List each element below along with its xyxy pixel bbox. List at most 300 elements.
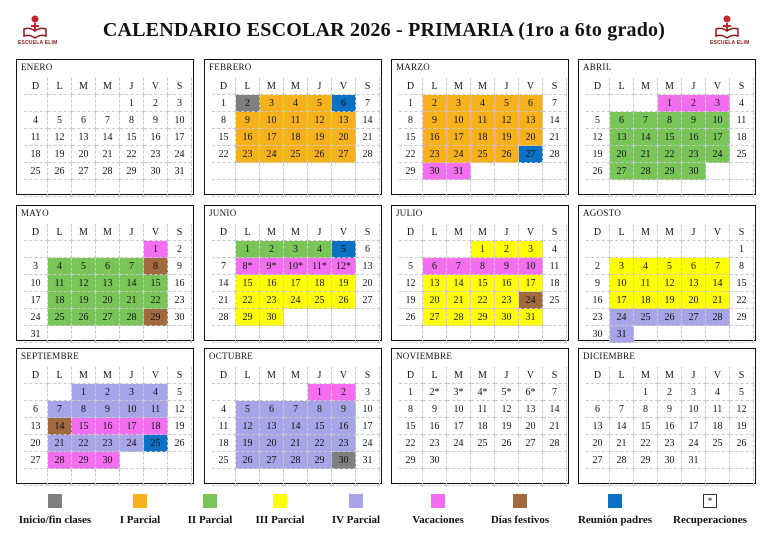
- weekday-header: M: [96, 224, 120, 241]
- day-cell: 28: [447, 309, 471, 326]
- day-cell: 23: [682, 146, 706, 163]
- day-cell: 24: [706, 146, 730, 163]
- day-cell: 16: [236, 129, 260, 146]
- weekday-header: M: [284, 224, 308, 241]
- day-cell: 17: [120, 418, 144, 435]
- empty-cell: [682, 469, 706, 486]
- empty-cell: [658, 241, 682, 258]
- weekday-header: J: [495, 78, 519, 95]
- day-cell: 11: [24, 129, 48, 146]
- day-cell: 9: [658, 401, 682, 418]
- day-cell: 24: [24, 309, 48, 326]
- day-cell: 2: [168, 241, 192, 258]
- day-cell: 17: [447, 129, 471, 146]
- day-cell: 16: [168, 275, 192, 292]
- empty-cell: [72, 326, 96, 343]
- weekday-header: L: [423, 224, 447, 241]
- day-cell: 10: [168, 112, 192, 129]
- empty-cell: [586, 469, 610, 486]
- month-febrero: [204, 59, 382, 195]
- day-cell: 2: [332, 384, 356, 401]
- day-cell: 14: [706, 275, 730, 292]
- day-cell: 28: [120, 309, 144, 326]
- weekday-header: L: [423, 78, 447, 95]
- day-cell: 27: [610, 163, 634, 180]
- weekday-header: M: [284, 367, 308, 384]
- day-cell: 11: [471, 112, 495, 129]
- day-cell: 8: [399, 401, 423, 418]
- empty-cell: [144, 469, 168, 486]
- day-cell: 11: [730, 112, 754, 129]
- weekday-header: M: [634, 78, 658, 95]
- day-cell: 30: [332, 452, 356, 469]
- day-cell: 11: [706, 401, 730, 418]
- empty-cell: [543, 309, 567, 326]
- day-cell: 29: [120, 163, 144, 180]
- weekday-header: V: [332, 224, 356, 241]
- legend-swatch: [349, 494, 363, 508]
- day-cell: 25: [24, 163, 48, 180]
- weekday-header: M: [447, 224, 471, 241]
- day-cell: 27: [423, 309, 447, 326]
- day-cell: 17: [706, 129, 730, 146]
- day-cell: 25: [634, 309, 658, 326]
- day-cell: 4: [706, 384, 730, 401]
- legend-label: Inicio/fin clases: [18, 514, 92, 526]
- day-cell: 6: [24, 401, 48, 418]
- day-cell: 10: [682, 401, 706, 418]
- day-cell: 8: [212, 112, 236, 129]
- day-cell: 26: [658, 309, 682, 326]
- day-cell: 28: [543, 146, 567, 163]
- day-cell: 7: [284, 401, 308, 418]
- day-cell: 25: [284, 146, 308, 163]
- day-cell: 20: [423, 292, 447, 309]
- empty-cell: [284, 180, 308, 197]
- empty-cell: [308, 180, 332, 197]
- empty-cell: [586, 241, 610, 258]
- day-cell: 25: [308, 292, 332, 309]
- empty-cell: [519, 469, 543, 486]
- day-cell: 12: [236, 418, 260, 435]
- day-cell: 2: [586, 258, 610, 275]
- month-diciembre: [578, 348, 756, 484]
- day-cell: 13: [423, 275, 447, 292]
- day-cell: 31: [168, 163, 192, 180]
- empty-cell: [730, 180, 754, 197]
- day-cell: 8: [144, 258, 168, 275]
- day-cell: 19: [658, 292, 682, 309]
- day-cell: 4: [24, 112, 48, 129]
- empty-cell: [308, 326, 332, 343]
- day-cell: 24: [356, 435, 380, 452]
- empty-cell: [471, 469, 495, 486]
- day-cell: 8: [730, 258, 754, 275]
- day-cell: 25: [48, 309, 72, 326]
- day-cell: 3: [519, 241, 543, 258]
- day-cell: 24: [284, 292, 308, 309]
- day-cell: 12: [308, 112, 332, 129]
- day-cell: 20: [519, 418, 543, 435]
- day-cell: 2: [423, 95, 447, 112]
- weekday-header: L: [236, 224, 260, 241]
- empty-cell: [260, 180, 284, 197]
- empty-cell: [260, 469, 284, 486]
- empty-cell: [332, 469, 356, 486]
- day-cell: 24: [120, 435, 144, 452]
- month-name: FEBRERO: [209, 62, 252, 72]
- day-cell: 3: [682, 384, 706, 401]
- empty-cell: [610, 469, 634, 486]
- day-cell: 5: [308, 95, 332, 112]
- day-cell: 22: [212, 146, 236, 163]
- day-cell: 1: [212, 95, 236, 112]
- day-cell: 24: [610, 309, 634, 326]
- day-cell: 19: [236, 435, 260, 452]
- day-cell: 10: [24, 275, 48, 292]
- empty-cell: [236, 469, 260, 486]
- empty-cell: [24, 95, 48, 112]
- weekday-header: V: [519, 78, 543, 95]
- day-cell: 2: [260, 241, 284, 258]
- empty-cell: [706, 469, 730, 486]
- day-cell: 18: [24, 146, 48, 163]
- day-cell: 16: [682, 129, 706, 146]
- weekday-header: L: [423, 367, 447, 384]
- day-cell: 8: [634, 401, 658, 418]
- day-cell: 23: [586, 309, 610, 326]
- empty-cell: [356, 326, 380, 343]
- month-name: ABRIL: [583, 62, 612, 72]
- day-cell: 28: [96, 163, 120, 180]
- month-name: SEPTIEMBRE: [21, 351, 80, 361]
- empty-cell: [399, 180, 423, 197]
- day-cell: 16: [96, 418, 120, 435]
- day-cell: 24: [260, 146, 284, 163]
- day-cell: 26: [399, 309, 423, 326]
- day-cell: 6: [586, 401, 610, 418]
- day-cell: 30: [658, 452, 682, 469]
- empty-cell: [610, 241, 634, 258]
- day-cell: 9: [495, 258, 519, 275]
- day-cell: 12: [72, 275, 96, 292]
- day-cell: 2: [658, 384, 682, 401]
- day-cell: 12: [730, 401, 754, 418]
- day-cell: 31: [519, 309, 543, 326]
- month-name: ENERO: [21, 62, 53, 72]
- day-cell: 7: [706, 258, 730, 275]
- day-cell: 10*: [284, 258, 308, 275]
- day-cell: 11: [284, 112, 308, 129]
- empty-cell: [730, 326, 754, 343]
- day-cell: 7: [447, 258, 471, 275]
- weekday-header: M: [447, 78, 471, 95]
- day-cell: 13: [24, 418, 48, 435]
- day-cell: 28: [706, 309, 730, 326]
- empty-cell: [423, 469, 447, 486]
- empty-cell: [423, 326, 447, 343]
- weekday-header: D: [399, 224, 423, 241]
- day-cell: 16: [260, 275, 284, 292]
- weekday-header: S: [730, 78, 754, 95]
- day-cell: 15: [144, 275, 168, 292]
- page-title: CALENDARIO ESCOLAR 2026 - PRIMARIA (1ro a 6to grado): [102, 19, 666, 41]
- day-cell: 4: [144, 384, 168, 401]
- weekday-header: S: [356, 367, 380, 384]
- day-cell: 19: [495, 418, 519, 435]
- day-cell: 29: [72, 452, 96, 469]
- empty-cell: [706, 452, 730, 469]
- day-cell: 27: [682, 309, 706, 326]
- day-cell: 26: [236, 452, 260, 469]
- day-cell: 4*: [471, 384, 495, 401]
- day-cell: 6: [610, 112, 634, 129]
- weekday-header: M: [658, 367, 682, 384]
- weekday-header: D: [212, 78, 236, 95]
- day-cell: 20: [610, 146, 634, 163]
- empty-cell: [72, 180, 96, 197]
- day-cell: 15: [730, 275, 754, 292]
- day-cell: 5: [399, 258, 423, 275]
- day-cell: 21: [48, 435, 72, 452]
- day-cell: 7: [96, 112, 120, 129]
- day-cell: 19: [399, 292, 423, 309]
- day-cell: 3*: [447, 384, 471, 401]
- weekday-header: D: [586, 224, 610, 241]
- empty-cell: [447, 326, 471, 343]
- legend-swatch: [513, 494, 527, 508]
- weekday-header: D: [24, 78, 48, 95]
- day-cell: 5: [586, 112, 610, 129]
- weekday-header: S: [543, 78, 567, 95]
- day-cell: 28: [634, 163, 658, 180]
- day-cell: 3: [168, 95, 192, 112]
- empty-cell: [72, 95, 96, 112]
- month-name: MARZO: [396, 62, 431, 72]
- weekday-header: L: [48, 78, 72, 95]
- month-noviembre: [391, 348, 569, 484]
- weekday-header: V: [332, 78, 356, 95]
- day-cell: 14: [543, 401, 567, 418]
- empty-cell: [495, 163, 519, 180]
- empty-cell: [543, 180, 567, 197]
- weekday-header: V: [519, 224, 543, 241]
- empty-cell: [168, 326, 192, 343]
- day-cell: 11: [634, 275, 658, 292]
- empty-cell: [447, 180, 471, 197]
- empty-cell: [96, 180, 120, 197]
- empty-cell: [236, 326, 260, 343]
- day-cell: 24: [519, 292, 543, 309]
- empty-cell: [682, 180, 706, 197]
- weekday-header: M: [471, 224, 495, 241]
- empty-cell: [471, 452, 495, 469]
- empty-cell: [48, 469, 72, 486]
- empty-cell: [24, 469, 48, 486]
- weekday-header: J: [120, 224, 144, 241]
- month-name: JUNIO: [209, 208, 237, 218]
- weekday-header: J: [308, 367, 332, 384]
- day-cell: 10: [447, 112, 471, 129]
- day-cell: 23: [658, 435, 682, 452]
- empty-cell: [96, 326, 120, 343]
- day-cell: 25: [144, 435, 168, 452]
- weekday-header: S: [356, 78, 380, 95]
- empty-cell: [236, 180, 260, 197]
- day-cell: 27: [260, 452, 284, 469]
- day-cell: 12: [586, 129, 610, 146]
- day-cell: 14: [610, 418, 634, 435]
- weekday-header: J: [495, 224, 519, 241]
- empty-cell: [706, 326, 730, 343]
- weekday-header: V: [144, 367, 168, 384]
- day-cell: 7: [120, 258, 144, 275]
- weekday-header: J: [682, 367, 706, 384]
- day-cell: 1: [399, 95, 423, 112]
- day-cell: 15: [471, 275, 495, 292]
- weekday-header: S: [168, 367, 192, 384]
- day-cell: 30: [495, 309, 519, 326]
- legend-swatch: *: [703, 494, 717, 508]
- day-cell: 21: [284, 435, 308, 452]
- day-cell: 20: [519, 129, 543, 146]
- day-cell: 22: [120, 146, 144, 163]
- empty-cell: [168, 180, 192, 197]
- empty-cell: [634, 241, 658, 258]
- day-cell: 8: [120, 112, 144, 129]
- day-cell: 7: [212, 258, 236, 275]
- empty-cell: [399, 241, 423, 258]
- month-name: NOVIEMBRE: [396, 351, 453, 361]
- day-cell: 5: [658, 258, 682, 275]
- logo-text: ESCUELA ELIM: [710, 40, 750, 46]
- legend-label: Reunión padres: [577, 514, 653, 526]
- day-cell: 3: [447, 95, 471, 112]
- empty-cell: [24, 384, 48, 401]
- empty-cell: [120, 452, 144, 469]
- legend-label: III Parcial: [255, 514, 305, 526]
- day-cell: 29: [658, 163, 682, 180]
- day-cell: 5: [236, 401, 260, 418]
- day-cell: 26: [332, 292, 356, 309]
- day-cell: 20: [24, 435, 48, 452]
- day-cell: 31: [24, 326, 48, 343]
- day-cell: 18: [284, 129, 308, 146]
- day-cell: 23: [332, 435, 356, 452]
- month-name: DICIEMBRE: [583, 351, 636, 361]
- weekday-header: D: [24, 224, 48, 241]
- day-cell: 15: [308, 418, 332, 435]
- day-cell: 27: [96, 309, 120, 326]
- day-cell: 1: [658, 95, 682, 112]
- month-abril: [578, 59, 756, 195]
- day-cell: 28: [212, 309, 236, 326]
- empty-cell: [332, 326, 356, 343]
- empty-cell: [495, 452, 519, 469]
- day-cell: 27: [24, 452, 48, 469]
- day-cell: 30: [96, 452, 120, 469]
- legend-label: Días festivos: [490, 514, 550, 526]
- empty-cell: [284, 384, 308, 401]
- day-cell: 12*: [332, 258, 356, 275]
- weekday-header: L: [610, 224, 634, 241]
- day-cell: 27: [332, 146, 356, 163]
- empty-cell: [356, 469, 380, 486]
- day-cell: 1: [236, 241, 260, 258]
- day-cell: 1: [634, 384, 658, 401]
- legend-swatch: [133, 494, 147, 508]
- day-cell: 8: [399, 112, 423, 129]
- day-cell: 21: [96, 146, 120, 163]
- legend-item-rec: [650, 490, 768, 526]
- day-cell: 8*: [236, 258, 260, 275]
- day-cell: 20: [586, 435, 610, 452]
- month-septiembre: [16, 348, 194, 484]
- day-cell: 10: [447, 401, 471, 418]
- day-cell: 13: [519, 401, 543, 418]
- day-cell: 24: [447, 435, 471, 452]
- day-cell: 9: [682, 112, 706, 129]
- empty-cell: [24, 180, 48, 197]
- day-cell: 23: [495, 292, 519, 309]
- day-cell: 17: [356, 418, 380, 435]
- empty-cell: [96, 241, 120, 258]
- day-cell: 21: [447, 292, 471, 309]
- weekday-header: S: [356, 224, 380, 241]
- day-cell: 22: [308, 435, 332, 452]
- weekday-header: L: [236, 78, 260, 95]
- day-cell: 2: [236, 95, 260, 112]
- weekday-header: V: [706, 78, 730, 95]
- day-cell: 22: [634, 435, 658, 452]
- weekday-header: M: [634, 367, 658, 384]
- day-cell: 3: [284, 241, 308, 258]
- legend-swatch: [203, 494, 217, 508]
- day-cell: 26: [168, 435, 192, 452]
- day-cell: 3: [120, 384, 144, 401]
- day-cell: 11: [212, 418, 236, 435]
- empty-cell: [212, 469, 236, 486]
- day-cell: 7: [543, 95, 567, 112]
- day-cell: 28: [284, 452, 308, 469]
- empty-cell: [48, 180, 72, 197]
- day-cell: 22: [399, 146, 423, 163]
- day-cell: 11: [543, 258, 567, 275]
- day-cell: 14: [284, 418, 308, 435]
- weekday-header: M: [658, 78, 682, 95]
- day-cell: 6: [356, 241, 380, 258]
- empty-cell: [96, 95, 120, 112]
- day-cell: 13: [96, 275, 120, 292]
- day-cell: 6: [423, 258, 447, 275]
- empty-cell: [284, 326, 308, 343]
- day-cell: 29: [308, 452, 332, 469]
- empty-cell: [447, 241, 471, 258]
- day-cell: 17: [260, 129, 284, 146]
- empty-cell: [236, 163, 260, 180]
- day-cell: 20: [72, 146, 96, 163]
- month-mayo: [16, 205, 194, 341]
- empty-cell: [543, 469, 567, 486]
- day-cell: 2: [96, 384, 120, 401]
- empty-cell: [48, 241, 72, 258]
- weekday-header: S: [168, 224, 192, 241]
- empty-cell: [212, 163, 236, 180]
- weekday-header: L: [48, 367, 72, 384]
- day-cell: 14: [356, 112, 380, 129]
- day-cell: 21: [634, 146, 658, 163]
- empty-cell: [332, 180, 356, 197]
